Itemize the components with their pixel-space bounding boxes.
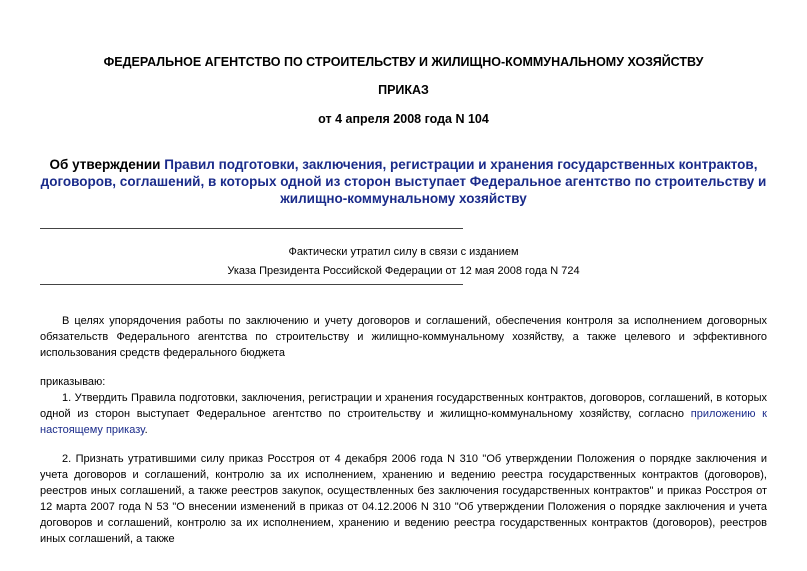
document-type-heading: ПРИКАЗ — [378, 83, 429, 97]
document-title — [40, 156, 767, 207]
order-word — [40, 374, 767, 390]
status-note-line2: Указа Президента Российской Федерации от 12 мая 2008 года N 724 — [227, 265, 580, 277]
order-word-text: приказываю: — [40, 376, 106, 388]
date-number-heading: от 4 апреля 2008 года N 104 — [318, 112, 489, 126]
agency-heading: ФЕДЕРАЛЬНОЕ АГЕНТСТВО ПО СТРОИТЕЛЬСТВУ И ЖИЛИЩНО-КОММУНАЛЬНОМУ ХОЗЯЙСТВУ — [103, 55, 704, 69]
item1-paragraph — [40, 390, 767, 438]
item1-end: . — [144, 424, 148, 436]
preamble-text: В целях упорядочения работы по заключению и учету договоров и соглашений, обеспечения контроля за исполнением договорных обязательств Федерального агентства по строительству и жилищно-коммунальному хозяйству, а также целевого и эффективного использования средств федерального бюджета — [40, 315, 767, 359]
item2-text: 2. Признать утратившими силу приказ Росстроя от 4 декабря 2006 года N 310 "Об утверждении Положения о порядке заключения и учета договоров и соглашений, контролю за их исполнением, хранению и ведению реестра государственных контрактов (договоров), реестров иных соглашений, а также реестров закупок, осуществленных без заключения государственных контрактов" и приказ Росстроя от 12 марта 2007 года N 53 "О внесении изменений в приказ от 04.12.2006 N 310 "Об утверждении Положения о порядке заключения и учета договоров и соглашений, контролю за их исполнением, хранению и ведению реестра государственных контрактов (договоров), реестров иных соглашений, а также — [40, 453, 767, 545]
divider-top — [40, 228, 463, 229]
item1-text: 1. Утвердить Правила подготовки, заключения, регистрации и хранения государственных контрактов, договоров, соглашений, в которых одной из сторон выступает Федеральное агентство по строительству и жилищно-коммунальному хозяйству, согласно — [40, 392, 767, 420]
title-link[interactable]: Правил подготовки, заключения, регистрации и хранения государственных контрактов, договоров, соглашений, в которых одной из сторон выступает Федеральное агентство по строительству и жилищно-коммунальному хозяйству — [40, 157, 767, 206]
appendix-link[interactable]: приложению к настоящему приказу — [40, 408, 767, 436]
item2-paragraph — [40, 451, 767, 547]
divider-bottom — [40, 284, 463, 285]
preamble-paragraph — [40, 313, 767, 361]
title-prefix: Об утверждении — [49, 157, 165, 172]
status-note-line1: Фактически утратил силу в связи с изданием — [288, 246, 519, 258]
